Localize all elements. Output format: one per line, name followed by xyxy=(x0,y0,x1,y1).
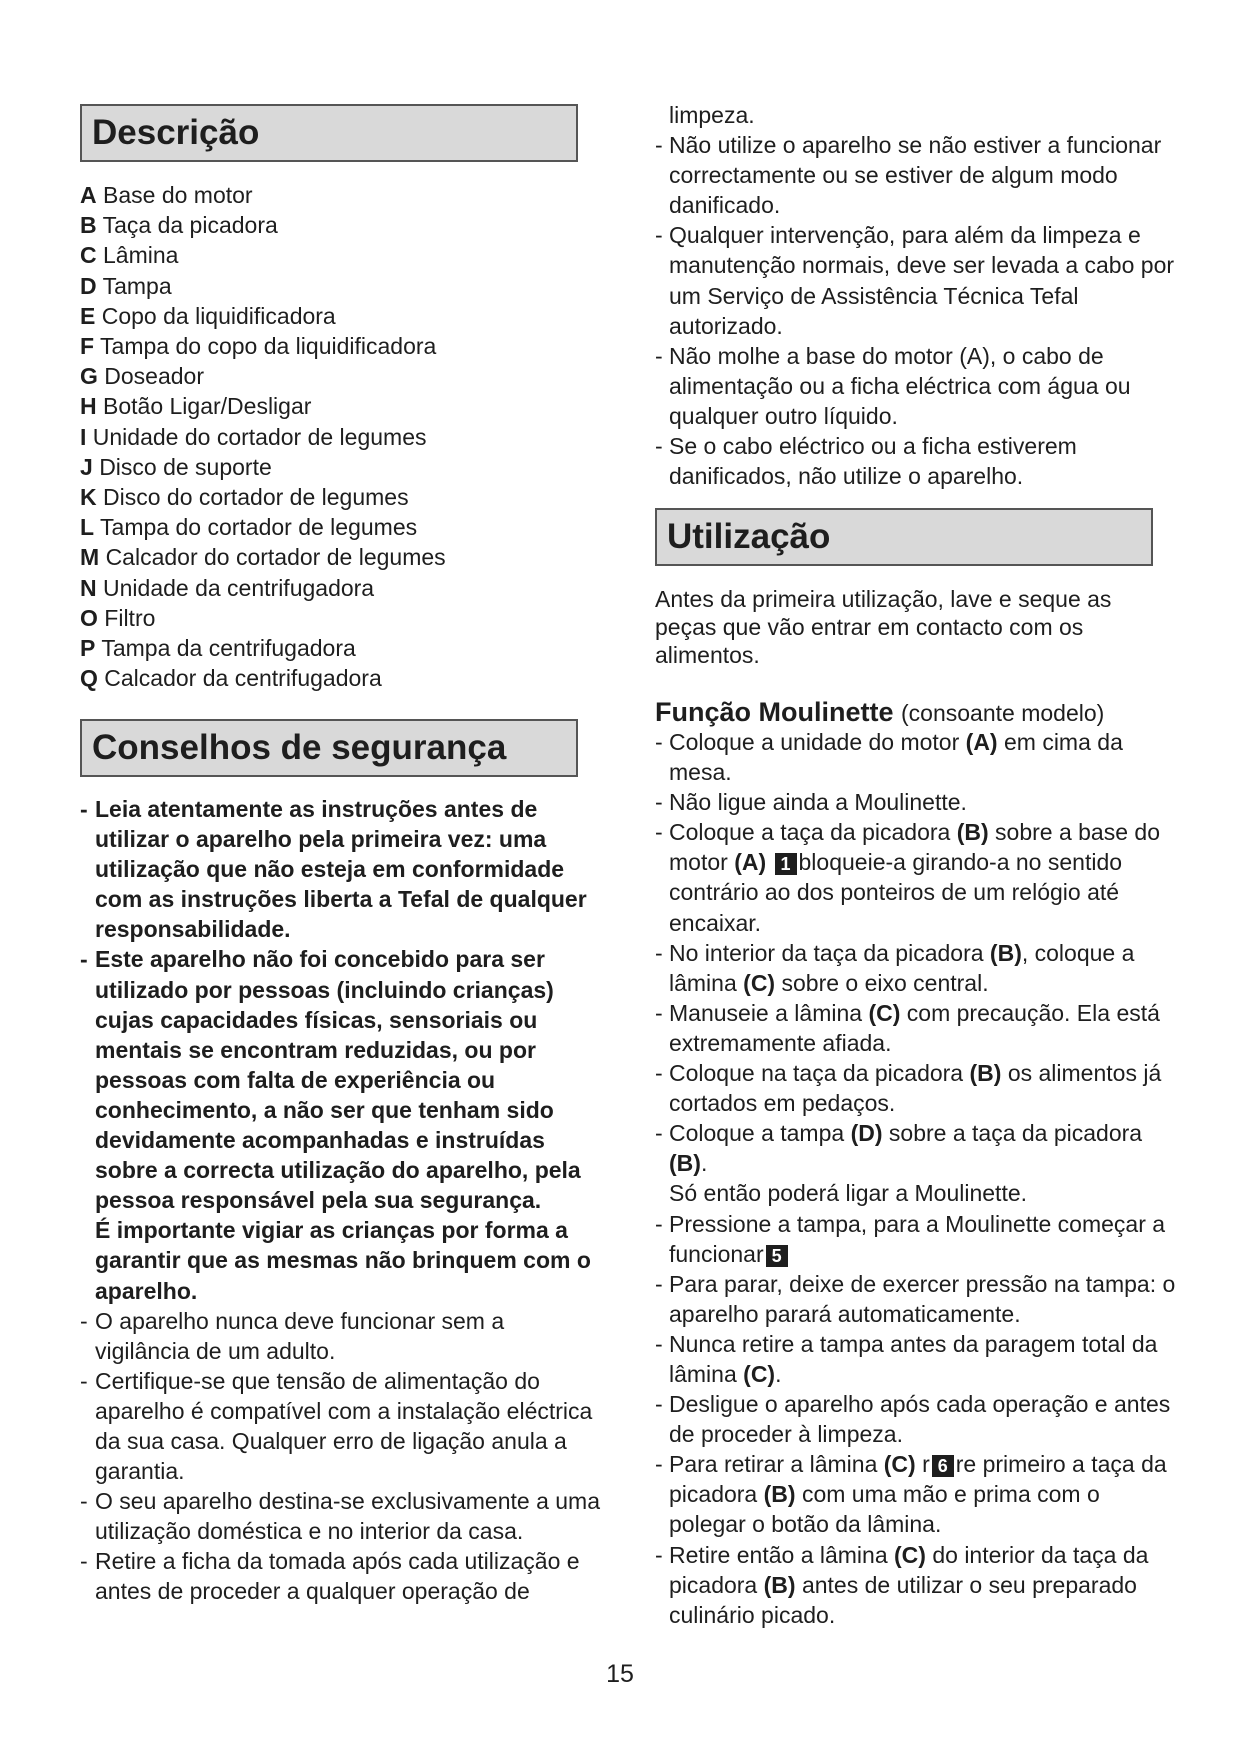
safety-continued xyxy=(655,100,1180,491)
usage-heading: Utilização xyxy=(655,508,1153,566)
function-title: Função Moulinette (consoante modelo) xyxy=(655,697,1105,727)
safety-item-2: - Este aparelho não foi concebido para ser utilizado por pessoas (incluindo crianças) cujas capacidades físicas, sensoriais ou mentais se encontram reduzidas, ou por pessoas com falta de experiência ou conhecimento, a não ser que tenham sido devidamente acompanhadas e instruídas sobre a correcta utilização do aparelho, pela pessoa responsável pela sua segurança. xyxy=(80,944,600,1215)
usage-intro: Antes da primeira utilização, lave e seque as peças que vão entrar em contacto com os alimentos. xyxy=(655,586,1112,668)
step-2: - Não ligue ainda a Moulinette. xyxy=(655,787,1180,817)
list-item: K Disco do cortador de legumes xyxy=(80,484,409,511)
list-item: E Copo da liquidificadora xyxy=(80,302,336,329)
list-item: N Unidade da centrifugadora xyxy=(80,574,375,601)
list-item: D Tampa xyxy=(80,272,172,299)
safety-item-5: - O seu aparelho destina-se exclusivamente a uma utilização doméstica e no interior da casa. xyxy=(80,1486,600,1546)
step-1: - Coloque a unidade do motor (A) em cima da mesa. xyxy=(655,727,1180,787)
list-item: A Base do motor xyxy=(80,182,253,208)
list-item: G Doseador xyxy=(80,363,205,390)
list-item: O Filtro xyxy=(80,604,156,631)
list-item: F Tampa do copo da liquidificadora xyxy=(80,333,437,360)
safety-item-3: - O aparelho nunca deve funcionar sem a vigilância de um adulto. xyxy=(80,1306,600,1366)
step-7-note: Só então poderá ligar a Moulinette. xyxy=(669,1180,1028,1207)
step-6: - Coloque na taça da picadora (B) os alimentos já cortados em pedaços. xyxy=(655,1058,1180,1118)
step-13: - Retire então a lâmina (C) do interior da taça da picadora (B) antes de utilizar o seu preparado culinário picado. xyxy=(655,1540,1180,1630)
figure-1-badge: 1 xyxy=(775,853,797,875)
step-8: - Pressione a tampa, para a Moulinette começar a funcionar 5 xyxy=(655,1209,1180,1269)
parts-list xyxy=(80,180,446,693)
safety-item-6-cont: limpeza. xyxy=(669,102,755,128)
safety-heading: Conselhos de segurança xyxy=(80,719,578,777)
step-12: - Para retirar a lâmina (C) r 6 re primeiro a taça da picadora (B) com uma mão e prima com o polegar o botão da lâmina. xyxy=(655,1449,1180,1539)
safety-item-2-children: É importante vigiar as crianças por forma a garantir que as mesmas não brinquem com o aparelho. xyxy=(95,1217,591,1304)
safety-item-1: - Leia atentamente as instruções antes de utilizar o aparelho pela primeira vez: uma utilização que não esteja em conformidade com as instruções liberta a Tefal de qualquer responsabilidade. xyxy=(80,794,600,944)
step-3: - Coloque a taça da picadora (B) sobre a base do motor (A) 1 bloqueie-a girando-a no sentido contrário ao dos ponteiros de um relógio até encaixar. xyxy=(655,817,1180,937)
step-4: - No interior da taça da picadora (B), coloque a lâmina (C) sobre o eixo central. xyxy=(655,938,1180,998)
figure-6-badge: 6 xyxy=(932,1455,954,1477)
list-item: J Disco de suporte xyxy=(80,453,272,480)
step-9: - Para parar, deixe de exercer pressão na tampa: o aparelho parará automaticamente. xyxy=(655,1269,1180,1329)
description-heading: Descrição xyxy=(80,104,578,162)
safety-item-9: - Não molhe a base do motor (A), o cabo de alimentação ou a ficha eléctrica com água ou qualquer outro líquido. xyxy=(655,341,1180,431)
step-5: - Manuseie a lâmina (C) com precaução. Ela está extremamente afiada. xyxy=(655,998,1180,1058)
list-item: M Calcador do cortador de legumes xyxy=(80,544,446,571)
list-item: L Tampa do cortador de legumes xyxy=(80,514,418,541)
page-number: 15 xyxy=(606,1660,634,1688)
function-subtitle: (consoante modelo) xyxy=(901,700,1105,726)
safety-item-4: - Certifique-se que tensão de alimentação do aparelho é compatível com a instalação eléctrica da sua casa. Qualquer erro de ligação anula a garantia. xyxy=(80,1366,600,1486)
step-10: - Nunca retire a tampa antes da paragem total da lâmina (C). xyxy=(655,1329,1180,1389)
list-item: I Unidade do cortador de legumes xyxy=(80,423,427,450)
usage-steps xyxy=(655,727,1180,1630)
safety-text xyxy=(80,794,600,1607)
figure-5-badge: 5 xyxy=(766,1245,788,1267)
step-7: - Coloque a tampa (D) sobre a taça da picadora (B). xyxy=(655,1118,1180,1178)
list-item: H Botão Ligar/Desligar xyxy=(80,393,312,420)
list-item: P Tampa da centrifugadora xyxy=(80,635,356,662)
safety-item-6: - Retire a ficha da tomada após cada utilização e antes de proceder a qualquer operação de xyxy=(80,1546,600,1606)
list-item: B Taça da picadora xyxy=(80,212,278,239)
safety-item-10: - Se o cabo eléctrico ou a ficha estiverem danificados, não utilize o aparelho. xyxy=(655,431,1180,491)
list-item: Q Calcador da centrifugadora xyxy=(80,665,382,692)
safety-item-7: - Não utilize o aparelho se não estiver a funcionar correctamente ou se estiver de algum modo danificado. xyxy=(655,130,1180,220)
list-item: C Lâmina xyxy=(80,242,179,269)
safety-item-8: - Qualquer intervenção, para além da limpeza e manutenção normais, deve ser levada a cabo por um Serviço de Assistência Técnica Tefal autorizado. xyxy=(655,220,1180,340)
step-11: - Desligue o aparelho após cada operação e antes de proceder à limpeza. xyxy=(655,1389,1180,1449)
